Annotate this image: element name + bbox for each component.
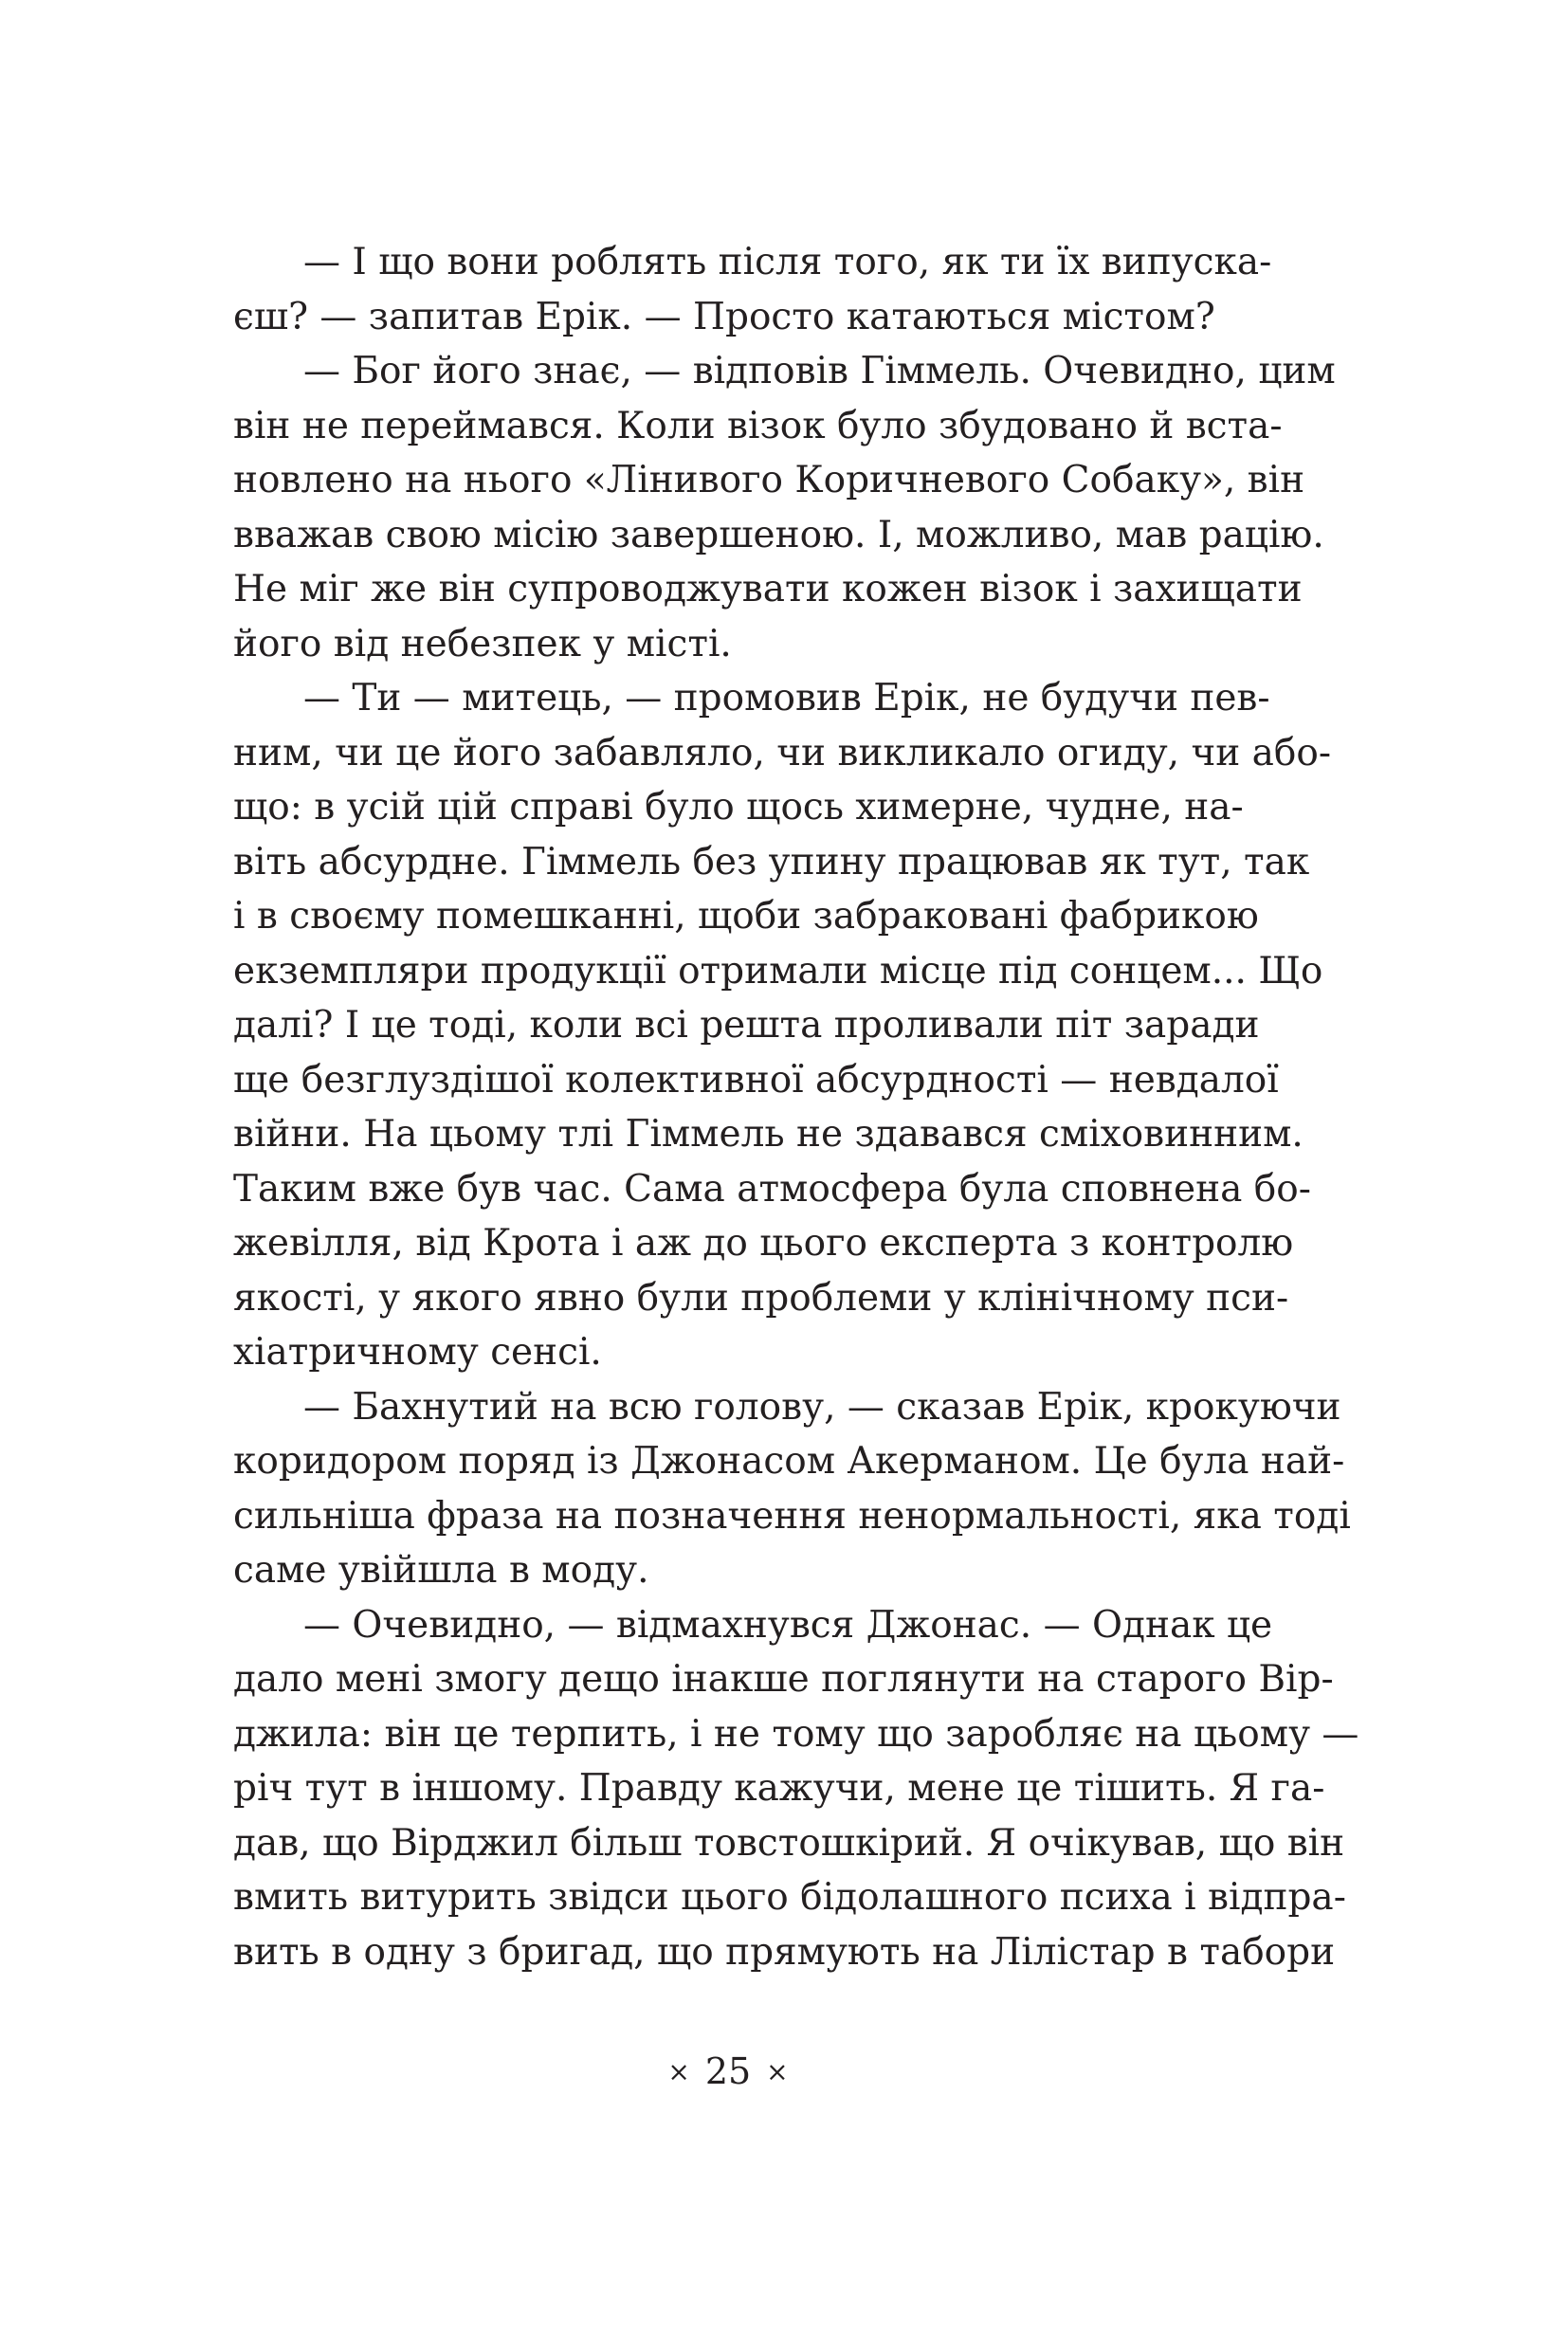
text-line: — Очевидно, — відмахнувся Джонас. — Однак це xyxy=(303,1603,1273,1647)
text-line: річ тут в іншому. Правду кажучи, мене це тішить. Я га- xyxy=(233,1767,1325,1810)
text-line: далі? І це тоді, коли всі решта проливали піт заради xyxy=(233,1004,1260,1047)
page-number-value: 25 xyxy=(704,2050,752,2092)
text-line: вить в одну з бригад, що прямують на Лілістар в табори xyxy=(233,1930,1336,1974)
body-text xyxy=(233,235,1359,1979)
text-line: екземпляри продукції отримали місце під сонцем... Що xyxy=(233,949,1323,993)
text-line: новлено на нього «Лінивого Коричневого Собаку», він xyxy=(233,459,1305,501)
text-line: якості, у якого явно були проблеми у клінічному пси- xyxy=(233,1276,1289,1320)
text-line: Не міг же він супроводжувати кожен візок і захищати xyxy=(233,568,1303,610)
text-line: — Бог його знає, — відповів Гіммель. Очевидно, цим xyxy=(303,350,1336,392)
text-line: його від небезпек у місті. xyxy=(233,622,732,665)
ornament-left: × xyxy=(667,2056,690,2087)
text-line: сильніша фраза на позначення ненормальності, яка тоді xyxy=(233,1494,1351,1538)
text-line: і в своєму помешканні, щоби забраковані фабрикою xyxy=(233,895,1259,938)
text-line: хіатричному сенсі. xyxy=(233,1331,602,1374)
text-line: — І що вони роблять після того, як ти їх випуска- xyxy=(303,241,1272,283)
text-line: війни. На цьому тлі Гіммель не здавався сміховинним. xyxy=(233,1113,1304,1156)
text-line: він не переймався. Коли візок було збудовано й вста- xyxy=(233,404,1283,447)
text-line: дало мені змогу дещо інакше поглянути на старого Вір- xyxy=(233,1658,1334,1701)
text-line: що: в усій цій справі було щось химерне, чудне, на- xyxy=(233,786,1244,829)
text-line: ним, чи це його забавляло, чи викликало огиду, чи або- xyxy=(233,731,1332,774)
page-number xyxy=(0,2048,1456,2096)
text-line: дав, що Вірджил більш товстошкірий. Я очікував, що він xyxy=(233,1821,1345,1865)
text-line: єш? — запитав Ерік. — Просто катаються містом? xyxy=(233,295,1215,338)
text-line: джила: він це терпить, і не тому що заробляє на цьому — xyxy=(233,1712,1359,1756)
text-line: жевілля, від Крота і аж до цього експерта з контролю xyxy=(233,1222,1294,1265)
text-line: — Ти — митець, — промовив Ерік, не будучи пев- xyxy=(303,677,1270,720)
text-line: ще безглуздішої колективної абсурдності — невдалої xyxy=(233,1058,1279,1102)
text-line: Таким вже був час. Сама атмосфера була сповнена бо- xyxy=(233,1167,1311,1211)
text-line: коридором поряд із Джонасом Акерманом. Це була най- xyxy=(233,1440,1345,1483)
text-line: вважав свою місію завершеною. І, можливо, мав рацію. xyxy=(233,513,1324,556)
text-line: — Бахнутий на всю голову, — сказав Ерік, крокуючи xyxy=(303,1385,1341,1429)
text-line: саме увійшла в моду. xyxy=(233,1549,649,1592)
text-line: вмить витурить звідси цього бідолашного психа і відпра- xyxy=(233,1876,1346,1919)
text-line: віть абсурдне. Гіммель без упину працював як тут, так xyxy=(233,840,1310,884)
ornament-right: × xyxy=(766,2056,789,2087)
